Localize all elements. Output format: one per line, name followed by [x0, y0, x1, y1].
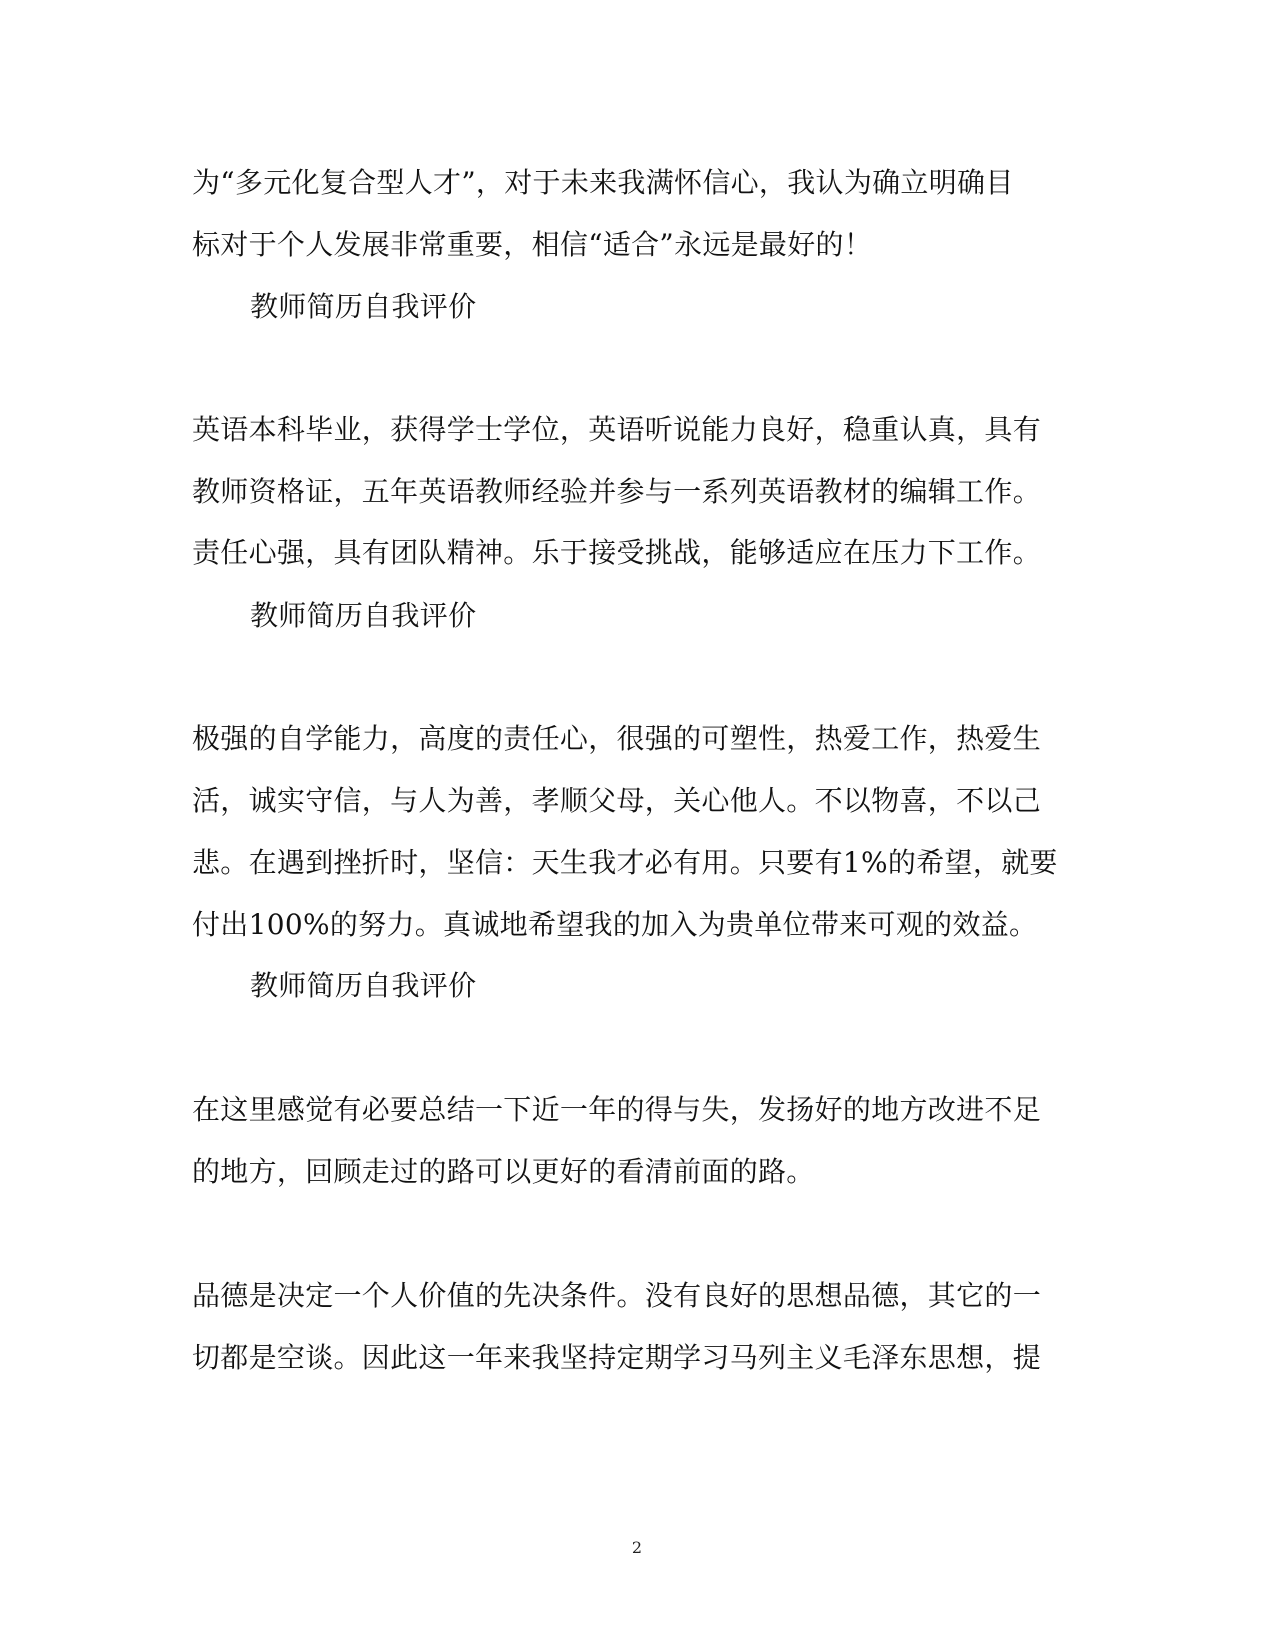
body-text-line: 极强的自学能力，高度的责任心，很强的可塑性，热爱工作，热爱生 [192, 722, 1042, 755]
body-text-line: 在这里感觉有必要总结一下近一年的得与失，发扬好的地方改进不足 [192, 1093, 1042, 1126]
section-heading: 教师简历自我评价 [250, 969, 477, 1002]
body-text-line: 品德是决定一个人价值的先决条件。没有良好的思想品德，其它的一 [192, 1279, 1042, 1312]
body-text-line: 付出100%的努力。真诚地希望我的加入为贵单位带来可观的效益。 [192, 908, 1038, 941]
body-text-line: 责任心强，具有团队精神。乐于接受挑战，能够适应在压力下工作。 [192, 536, 1042, 569]
body-text-line: 标对于个人发展非常重要，相信“适合”永远是最好的！ [192, 228, 873, 261]
body-text-line: 活，诚实守信，与人为善，孝顺父母，关心他人。不以物喜，不以己 [192, 784, 1042, 817]
body-text-line: 切都是空谈。因此这一年来我坚持定期学习马列主义毛泽东思想，提 [192, 1341, 1042, 1374]
body-text-line: 为“多元化复合型人才”，对于未来我满怀信心，我认为确立明确目 [192, 166, 1014, 199]
body-text-line: 教师资格证，五年英语教师经验并参与一系列英语教材的编辑工作。 [192, 475, 1042, 508]
body-text-line: 悲。在遇到挫折时，坚信：天生我才必有用。只要有1%的希望，就要 [192, 846, 1058, 879]
section-heading: 教师简历自我评价 [250, 599, 477, 632]
section-heading: 教师简历自我评价 [250, 290, 477, 323]
body-text-line: 英语本科毕业，获得学士学位，英语听说能力良好，稳重认真，具有 [192, 413, 1042, 446]
body-text-line: 的地方，回顾走过的路可以更好的看清前面的路。 [192, 1155, 815, 1188]
page-number: 2 [631, 1538, 643, 1557]
